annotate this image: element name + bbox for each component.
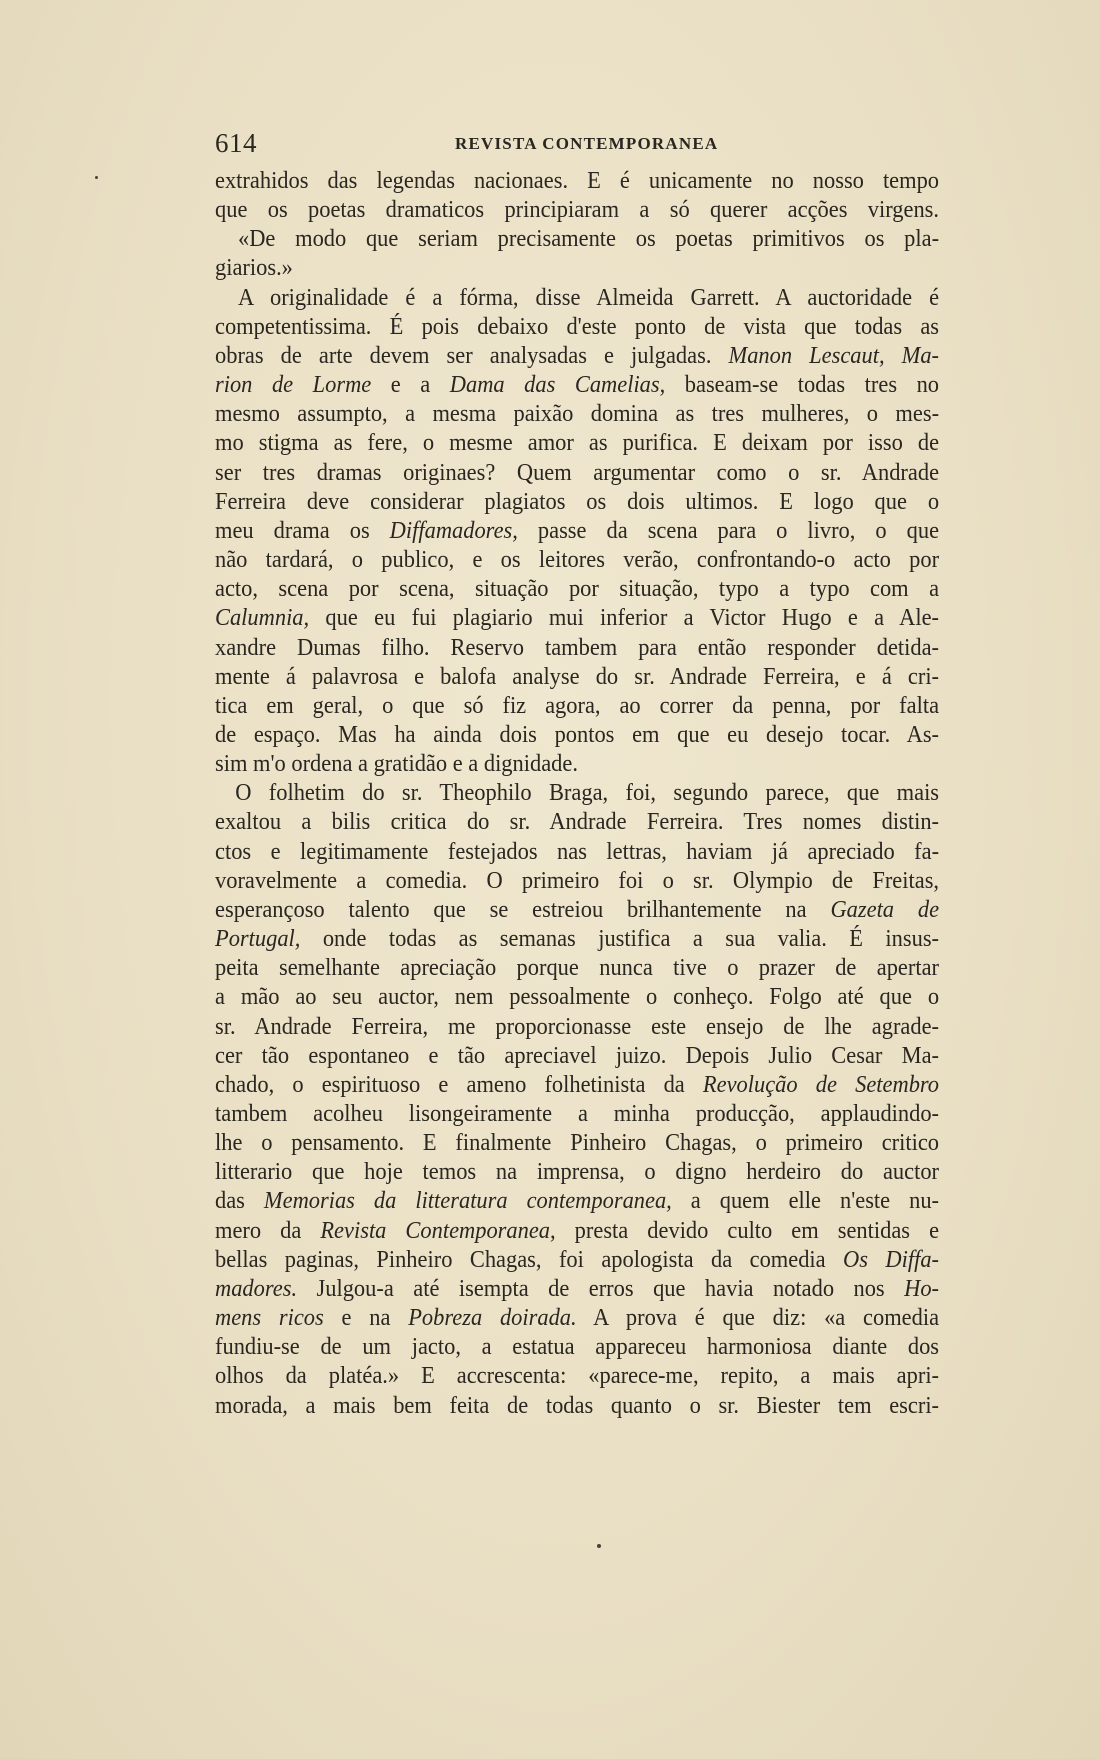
- running-head: REVISTA CONTEMPORANEA: [455, 134, 719, 153]
- text-line: que os poetas dramaticos principiaram a só querer acções virgens.: [215, 196, 940, 224]
- text-line: chado, o espirituoso e ameno folhetinista da Revolução de Setembro: [215, 1070, 940, 1098]
- text-line: «De modo que seriam precisamente os poetas primitivos os pla-: [238, 225, 940, 253]
- page-number: 614: [215, 128, 257, 158]
- text-line: cer tão espontaneo e tão apreciavel juizo. Depois Julio Cesar Ma-: [215, 1041, 940, 1069]
- text-line: mesmo assumpto, a mesma paixão domina as tres mulheres, o mes-: [215, 400, 940, 428]
- text-line: obras de arte devem ser analysadas e julgadas. Manon Lescaut, Ma-: [215, 341, 940, 369]
- body-text: [215, 166, 940, 1420]
- text-line: bellas paginas, Pinheiro Chagas, foi apologista da comedia Os Diffa-: [215, 1245, 940, 1273]
- text-line: meu drama os Diffamadores, passe da scena para o livro, o que: [215, 516, 940, 544]
- text-line: ctos e legitimamente festejados nas lettras, haviam já apreciado fa-: [215, 837, 940, 865]
- text-line: madores. Julgou-a até isempta de erros que havia notado nos Ho-: [215, 1274, 940, 1302]
- text-line: voravelmente a comedia. O primeiro foi o sr. Olympio de Freitas,: [215, 866, 940, 894]
- text-line: ser tres dramas originaes? Quem argumentar como o sr. Andrade: [215, 458, 940, 486]
- text-line: mente á palavrosa e balofa analyse do sr. Andrade Ferreira, e á cri-: [215, 662, 940, 690]
- text-line: esperançoso talento que se estreiou brilhantemente na Gazeta de: [215, 895, 940, 923]
- text-line: tambem acolheu lisongeiramente a minha producção, applaudindo-: [215, 1100, 940, 1127]
- text-line: olhos da platéa.» E accrescenta: «parece-me, repito, a mais apri-: [215, 1362, 940, 1390]
- text-line: O folhetim do sr. Theophilo Braga, foi, segundo parece, que mais: [235, 779, 940, 807]
- page-header: [215, 128, 939, 162]
- text-line: não tardará, o publico, e os leitores verão, confrontando-o acto por: [215, 546, 940, 574]
- text-line: A originalidade é a fórma, disse Almeida Garrett. A auctoridade é: [238, 283, 940, 311]
- text-line: tica em geral, o que só fiz agora, ao correr da penna, por falta: [215, 691, 940, 719]
- text-line: peita semelhante apreciação porque nunca tive o prazer de apertar: [215, 954, 940, 982]
- text-line: acto, scena por scena, situação por situação, typo a typo com a: [215, 575, 940, 603]
- text-line: xandre Dumas filho. Reservo tambem para então responder detida-: [215, 633, 940, 661]
- text-line: competentissima. É pois debaixo d'este ponto de vista que todas as: [215, 312, 940, 340]
- text-line: Calumnia, que eu fui plagiario mui inferior a Victor Hugo e a Ale-: [215, 604, 940, 632]
- text-line: rion de Lorme e a Dama das Camelias, baseam-se todas tres no: [215, 371, 940, 399]
- text-line: mens ricos e na Pobreza doirada. A prova é que diz: «a comedia: [215, 1304, 940, 1332]
- text-line: exaltou a bilis critica do sr. Andrade Ferreira. Tres nomes distin-: [215, 808, 940, 836]
- text-line: mo stigma as fere, o mesme amor as purifica. E deixam por isso de: [215, 429, 940, 457]
- text-line: fundiu-se de um jacto, a estatua appareceu harmoniosa diante dos: [215, 1333, 940, 1361]
- text-line: Ferreira deve considerar plagiatos os dois ultimos. E logo que o: [215, 487, 940, 515]
- text-line: sim m'o ordena a gratidão e a dignidade.: [215, 750, 578, 778]
- text-line: sr. Andrade Ferreira, me proporcionasse este ensejo de lhe agrade-: [215, 1012, 940, 1040]
- text-line: morada, a mais bem feita de todas quanto o sr. Biester tem escri-: [215, 1391, 940, 1419]
- text-line: lhe o pensamento. E finalmente Pinheiro Chagas, o primeiro critico: [215, 1129, 940, 1157]
- speck-mark: [95, 176, 98, 179]
- text-line: das Memorias da litteratura contemporanea, a quem elle n'este nu-: [215, 1187, 940, 1215]
- text-line: mero da Revista Contemporanea, presta devido culto em sentidas e: [215, 1216, 940, 1244]
- text-line: giarios.»: [215, 254, 293, 282]
- text-line: a mão ao seu auctor, nem pessoalmente o conheço. Folgo até que o: [215, 983, 940, 1011]
- text-line: extrahidos das legendas nacionaes. E é unicamente no nosso tempo: [215, 167, 940, 194]
- text-line: Portugal, onde todas as semanas justifica a sua valia. É insus-: [215, 925, 940, 953]
- text-line: litterario que hoje temos na imprensa, o digno herdeiro do auctor: [215, 1158, 940, 1186]
- text-line: de espaço. Mas ha ainda dois pontos em que eu desejo tocar. As-: [215, 720, 940, 748]
- speck-mark: [597, 1544, 601, 1548]
